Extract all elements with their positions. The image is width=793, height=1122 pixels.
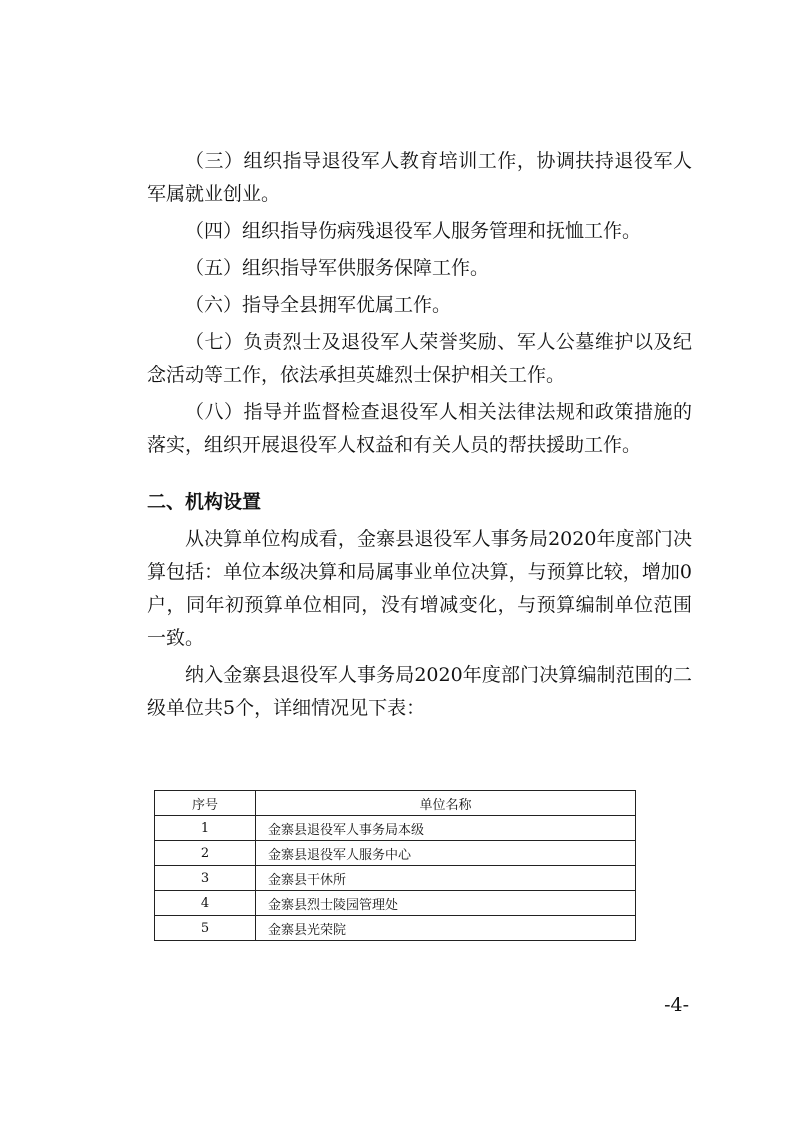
table-row bbox=[155, 816, 636, 841]
section-heading: 二、机构设置 bbox=[147, 491, 262, 513]
cell-serial-number: 5 bbox=[155, 916, 256, 941]
paragraph-duty-8: （八）指导并监督检查退役军人相关法律法规和政策措施的落实，组织开展退役军人权益和有关人员的帮扶援助工作。 bbox=[147, 401, 692, 456]
paragraph-duty-4: （四）组织指导伤病残退役军人服务管理和抚恤工作。 bbox=[185, 220, 642, 242]
paragraph-duty-5: （五）组织指导军供服务保障工作。 bbox=[185, 257, 490, 279]
table-row bbox=[155, 916, 636, 941]
cell-unit-name: 金寨县光荣院 bbox=[256, 916, 636, 941]
table-row bbox=[155, 891, 636, 916]
header-unit-name: 单位名称 bbox=[256, 791, 636, 816]
header-serial-number: 序号 bbox=[155, 791, 256, 816]
cell-unit-name: 金寨县烈士陵园管理处 bbox=[256, 891, 636, 916]
cell-unit-name: 金寨县退役军人服务中心 bbox=[256, 841, 636, 866]
document-body bbox=[147, 145, 692, 729]
paragraph-duty-6: （六）指导全县拥军优属工作。 bbox=[185, 294, 452, 316]
page-number: -4- bbox=[664, 994, 689, 1016]
table-row bbox=[155, 841, 636, 866]
cell-serial-number: 1 bbox=[155, 816, 256, 841]
paragraph-unit-scope: 纳入金寨县退役军人事务局2020年度部门决算编制范围的二级单位共5个，详细情况见下表： bbox=[147, 664, 692, 719]
table-header-row bbox=[155, 791, 636, 816]
units-table bbox=[154, 790, 636, 941]
cell-unit-name: 金寨县退役军人事务局本级 bbox=[256, 816, 636, 841]
cell-serial-number: 4 bbox=[155, 891, 256, 916]
cell-serial-number: 2 bbox=[155, 841, 256, 866]
table-row bbox=[155, 866, 636, 891]
cell-serial-number: 3 bbox=[155, 866, 256, 891]
paragraph-duty-7: （七）负责烈士及退役军人荣誉奖励、军人公墓维护以及纪念活动等工作，依法承担英雄烈士保护相关工作。 bbox=[147, 331, 692, 386]
cell-unit-name: 金寨县干休所 bbox=[256, 866, 636, 891]
paragraph-unit-composition: 从决算单位构成看，金寨县退役军人事务局2020年度部门决算包括：单位本级决算和局属事业单位决算，与预算比较，增加0户，同年初预算单位相同，没有增减变化，与预算编制单位范围一致。 bbox=[147, 528, 692, 649]
paragraph-duty-3: （三）组织指导退役军人教育培训工作，协调扶持退役军人军属就业创业。 bbox=[147, 150, 692, 205]
